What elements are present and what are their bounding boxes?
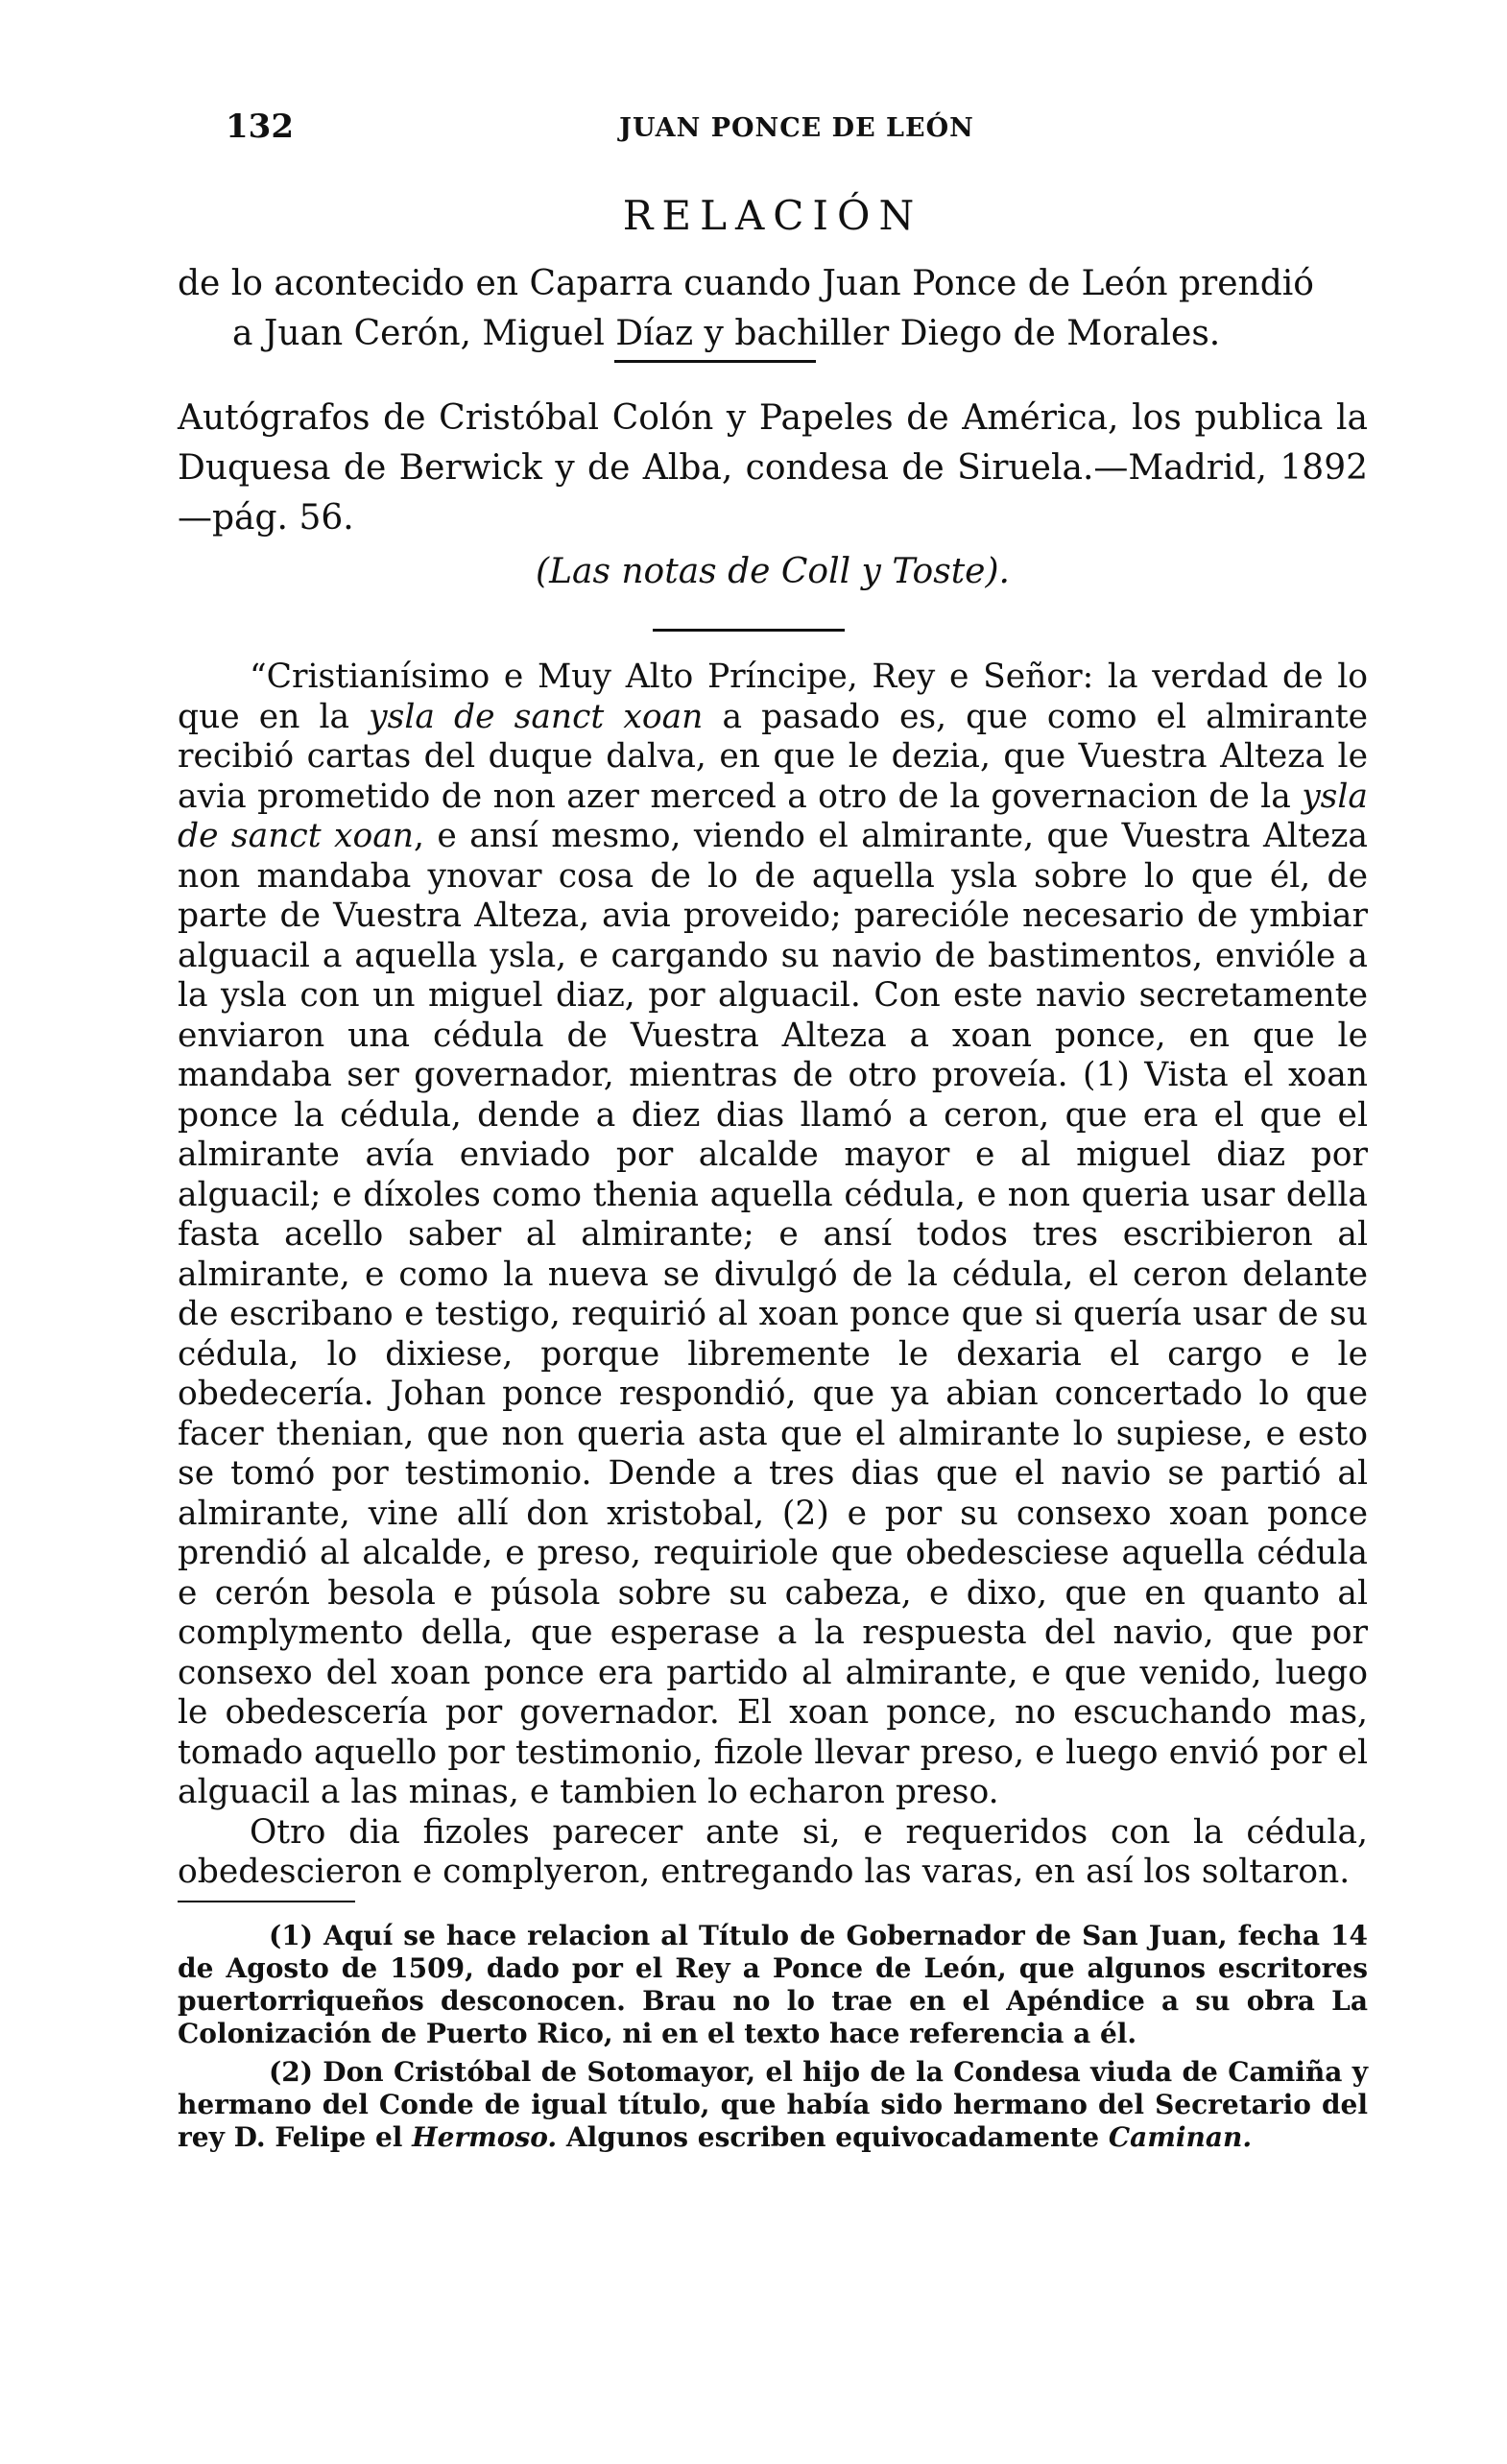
footnote-2-text-a: (2) Don Cristóbal de Sotomayor, el hijo de la Condesa viuda de Camiña y hermano del Conde de igual título, que había sido hermano del Secretario del rey D. Felipe el [178, 2056, 1368, 2153]
paragraph-1-italic-1: ysla de sanct xoan [369, 697, 704, 736]
footnote-rule [178, 1901, 355, 1902]
footnote-2 [178, 2056, 1368, 2154]
paragraph-1 [178, 658, 1368, 1813]
footnote-2-text-b: Algunos escriben equivocadamente [557, 2121, 1109, 2153]
footnote-2-italic-2: Caminan. [1108, 2121, 1253, 2153]
paragraph-1-text-b: a pasado es, que como el almirante recibió cartas del duque dalva, en que le dezia, que Vuestra Alteza le avia prometido de non azer merced a otro de la governacion de la [178, 697, 1368, 816]
running-title: JUAN PONCE DE LEÓN [619, 113, 974, 143]
footnote-2-italic-1: Hermoso. [412, 2121, 558, 2153]
notes-credit: (Las notas de Coll y Toste). [536, 552, 1010, 591]
divider-rule-1 [614, 360, 816, 363]
divider-rule-2 [653, 629, 845, 632]
paragraph-1-text-a: “Cristianísimo e Muy Alto Príncipe, Rey e Señor: la verdad de lo que en la [178, 658, 1368, 736]
section-title: RELACIÓN [622, 192, 923, 239]
source-citation: Autógrafos de Cristóbal Colón y Papeles de América, los publica la Duquesa de Berwick y de Alba, condesa de Siruela.—Madrid, 1892—pág. 56. [178, 398, 1368, 538]
subtitle-line-1: de lo acontecido en Caparra cuando Juan Ponce de León prendió [178, 264, 1314, 303]
paragraph-1-text-c: , e ansí mesmo, viendo el almirante, que Vuestra Alteza non mandaba ynovar cosa de lo de aquella ysla sobre lo que él, de parte de Vuestra Alteza, avia proveido; parecióle necesario de ymbiar alguacil a aquella ysla, e cargando su navio de bastimentos, envióle a la ysla con un miguel diaz, por alguacil. Con este navio secretamente enviaron una cédula de Vuestra Alteza a xoan ponce, en que le mandaba ser governador, mientras de otro proveía. (1) Vista el xoan ponce la cédula, dende a diez dias llamó a ceron, que era el que el almirante avía enviado por alcalde mayor e al miguel diaz por alguacil; e díxoles como thenia aquella cédula, e non queria usar della fasta acello saber al almirante; e ansí todos tres escribieron al almirante, e como la nueva se divulgó de la cédula, el ceron delante de escribano e testigo, requirió al xoan ponce que si quería usar de su cédula, lo dixiese, porque libremente le dexaria el cargo e le obedecería. Johan ponce respondió, que ya abian concertado lo que facer thenian, que non queria asta que el almirante lo supiese, e esto se tomó por testimonio. Dende a tres dias que el navio se partió al almirante, vine allí don xristobal, (2) e por su consexo xoan ponce prendió al alcalde, e preso, requiriole que obedesciese aquella cédula e cerón besola e púsola sobre su cabeza, e dixo, que en quanto al complymento della, que esperase a la respuesta del navio, que por consexo del xoan ponce era partido al almirante, e que venido, luego le obedescería por governador. El xoan ponce, no escuchando mas, tomado aquello por testimonio, fizole llevar preso, e luego envió por el alguacil a las minas, e tambien lo echaron preso. [178, 817, 1368, 1811]
subtitle-line-2: a Juan Cerón, Miguel Díaz y bachiller Diego de Morales. [232, 314, 1221, 353]
footnotes [178, 1920, 1368, 2160]
page-header [226, 108, 1368, 155]
section-subtitle [178, 259, 1368, 359]
footnote-1: (1) Aquí se hace relacion al Título de Gobernador de San Juan, fecha 14 de Agosto de 1509, dado por el Rey a Ponce de León, que algunos escritores puertorriqueños desconocen. Brau no lo trae en el Apéndice a su obra La Colonización de Puerto Rico, ni en el texto hace referencia a él. [178, 1920, 1368, 2049]
paragraph-1-italic-2: ysla de sanct xoan [178, 777, 1368, 855]
page-number: 132 [226, 108, 294, 146]
letter-body [178, 658, 1368, 1893]
paragraph-2: Otro dia fizoles parecer ante si, e requeridos con la cédula, obedescieron e complyeron, entregando las varas, en así los soltaron. [178, 1812, 1368, 1891]
